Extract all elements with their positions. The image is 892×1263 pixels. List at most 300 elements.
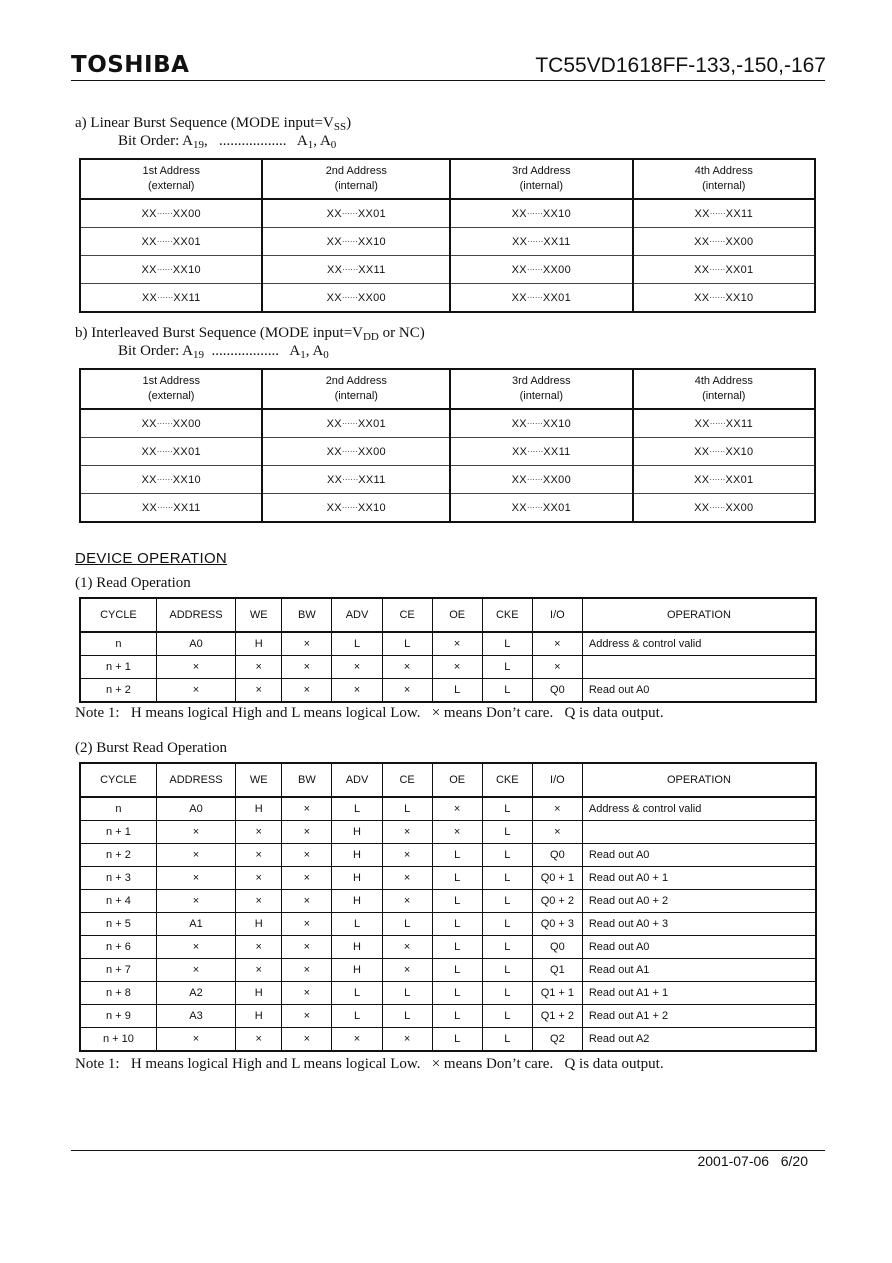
table-cell: × [236, 936, 282, 959]
table-cell: Read out A0 + 1 [582, 867, 816, 890]
table-cell: L [382, 632, 432, 656]
column-header-line1: 4th Address [694, 375, 753, 387]
table-cell: A0 [156, 797, 235, 821]
column-header: CYCLE [80, 763, 156, 797]
table-row [80, 890, 816, 913]
table-cell: × [382, 656, 432, 679]
table-cell: × [156, 656, 235, 679]
address-suffix-prefix: XX [172, 417, 189, 430]
address-cell [262, 409, 450, 438]
table-cell: Q0 + 3 [532, 913, 582, 936]
table-cell: L [332, 797, 382, 821]
table-cell: L [482, 913, 532, 936]
address-suffix-prefix: XX [172, 263, 189, 276]
interleaved-caption: b) Interleaved Burst Sequence (MODE $input=V_{DD}$ or NC) [75, 325, 425, 343]
table-cell: L [432, 982, 482, 1005]
header-rule [71, 80, 825, 81]
address-prefix: XX [141, 263, 157, 276]
address-bits: 01 [188, 445, 201, 458]
address-cell [633, 256, 815, 284]
address-cell [633, 284, 815, 313]
table-cell: × [532, 632, 582, 656]
table-cell: H [236, 797, 282, 821]
table-cell: L [482, 632, 532, 656]
address-suffix-prefix: XX [357, 501, 374, 514]
table-cell: n + 1 [80, 821, 156, 844]
address-bits: 01 [740, 473, 754, 486]
table-cell: × [282, 844, 332, 867]
table-cell: × [156, 679, 235, 703]
table-cell: L [432, 867, 482, 890]
table-cell: L [382, 1005, 432, 1028]
table-cell: × [282, 797, 332, 821]
table-cell: L [482, 844, 532, 867]
address-suffix-prefix: XX [542, 263, 559, 276]
table-cell: × [332, 1028, 382, 1052]
read-op-caption: (1) Read Operation [75, 575, 191, 591]
address-cell [633, 199, 815, 228]
table-cell: A1 [156, 913, 235, 936]
column-header [450, 159, 632, 199]
address-cell [633, 494, 815, 523]
table-cell: × [382, 679, 432, 703]
table-cell: × [282, 982, 332, 1005]
burst-op-caption: (2) Burst Read Operation [75, 740, 228, 756]
table-row [80, 867, 816, 890]
table-cell: × [432, 821, 482, 844]
address-dots: ······ [709, 208, 726, 218]
address-suffix-prefix: XX [172, 207, 189, 220]
read-op-note: Note 1: H means logical High and L means logical Low. × means Don’t care. Q is data output. [75, 705, 664, 721]
table-cell: n + 6 [80, 936, 156, 959]
table-cell: × [432, 656, 482, 679]
table-cell: Address & control valid [582, 632, 816, 656]
address-prefix: XX [694, 207, 710, 220]
address-bits: 00 [558, 473, 572, 486]
section-heading: DEVICE OPERATION [75, 550, 228, 567]
address-cell [80, 409, 262, 438]
address-prefix: XX [141, 235, 157, 248]
table-cell: × [236, 656, 282, 679]
footer-rule [71, 1150, 825, 1151]
address-suffix-prefix: XX [725, 501, 741, 514]
table-cell: n + 1 [80, 656, 156, 679]
table-cell: L [332, 632, 382, 656]
table-cell: × [282, 867, 332, 890]
address-bits: 00 [188, 417, 201, 430]
interleaved-burst-table [79, 368, 816, 523]
table-cell: × [236, 867, 282, 890]
table-cell: L [482, 982, 532, 1005]
address-suffix-prefix: XX [725, 473, 741, 486]
address-prefix: XX [141, 291, 158, 304]
table-cell: × [282, 1028, 332, 1052]
address-cell [262, 199, 450, 228]
address-cell [262, 438, 450, 466]
address-dots: ······ [156, 264, 173, 274]
table-cell: Q0 + 2 [532, 890, 582, 913]
address-bits: 01 [558, 291, 572, 304]
address-cell [80, 256, 262, 284]
column-header: ADV [332, 763, 382, 797]
address-dots: ······ [156, 418, 173, 428]
table-cell: L [332, 913, 382, 936]
table-cell: L [482, 821, 532, 844]
address-suffix-prefix: XX [358, 263, 374, 276]
address-dots: ······ [341, 292, 358, 302]
column-header-line1: 2nd Address [325, 375, 387, 387]
table-cell: L [432, 890, 482, 913]
linear-caption: a) Linear Burst Sequence (MODE $input=V_{SS}$) [75, 115, 352, 133]
address-prefix: XX [326, 501, 342, 514]
table-row [80, 1005, 816, 1028]
address-cell [450, 199, 632, 228]
address-prefix: XX [326, 445, 342, 458]
table-cell: Read out A0 + 3 [582, 913, 816, 936]
table-cell: H [332, 821, 382, 844]
table-cell: × [156, 959, 235, 982]
address-cell [633, 466, 815, 494]
column-header: I/O [532, 763, 582, 797]
table-row [80, 936, 816, 959]
address-dots: ······ [709, 236, 726, 246]
address-prefix: XX [694, 417, 710, 430]
column-header: OE [432, 598, 482, 632]
table-cell: H [236, 982, 282, 1005]
address-prefix: XX [141, 501, 158, 514]
address-prefix: XX [512, 235, 528, 248]
address-dots: ······ [342, 264, 359, 274]
table-cell: L [432, 936, 482, 959]
address-dots: ······ [526, 474, 543, 484]
table-cell: n + 8 [80, 982, 156, 1005]
address-bits: 10 [558, 417, 572, 430]
table-cell: H [332, 890, 382, 913]
column-header-line2: (internal) [702, 180, 746, 192]
address-suffix-prefix: XX [725, 263, 741, 276]
table-cell: L [432, 913, 482, 936]
address-prefix: XX [326, 235, 342, 248]
table-cell: × [432, 632, 482, 656]
address-bits: 01 [188, 235, 201, 248]
address-dots: ······ [526, 292, 543, 302]
table-cell: Read out A1 + 1 [582, 982, 816, 1005]
table-cell: n + 2 [80, 844, 156, 867]
table-cell: × [282, 679, 332, 703]
address-dots: ······ [709, 292, 726, 302]
address-suffix-prefix: XX [357, 445, 374, 458]
address-suffix-prefix: XX [172, 445, 189, 458]
column-header: CKE [482, 598, 532, 632]
table-cell: n [80, 797, 156, 821]
column-header: ADDRESS [156, 598, 235, 632]
address-cell [450, 256, 632, 284]
address-prefix: XX [511, 263, 527, 276]
table-cell: × [282, 1005, 332, 1028]
table-cell: A2 [156, 982, 235, 1005]
address-cell [80, 228, 262, 256]
table-cell: Read out A0 [582, 844, 816, 867]
column-header: CKE [482, 763, 532, 797]
column-header [80, 159, 262, 199]
column-header: BW [282, 598, 332, 632]
table-row [80, 632, 816, 656]
address-bits: 01 [740, 263, 754, 276]
address-suffix-prefix: XX [542, 291, 559, 304]
table-cell: n + 9 [80, 1005, 156, 1028]
column-header: OE [432, 763, 482, 797]
table-cell: n + 7 [80, 959, 156, 982]
table-cell [582, 656, 816, 679]
address-bits: 10 [740, 291, 754, 304]
table-cell: H [236, 913, 282, 936]
address-suffix-prefix: XX [542, 207, 559, 220]
address-bits: 11 [188, 501, 201, 514]
address-suffix-prefix: XX [725, 291, 741, 304]
table-cell [582, 821, 816, 844]
address-prefix: XX [141, 473, 157, 486]
address-prefix: XX [141, 445, 157, 458]
table-cell: × [332, 679, 382, 703]
table-cell: × [532, 821, 582, 844]
column-header-line1: 2nd Address [325, 165, 387, 177]
table-cell: L [482, 959, 532, 982]
column-header-line1: 4th Address [694, 165, 753, 177]
address-prefix: XX [326, 207, 342, 220]
address-suffix-prefix: XX [543, 445, 559, 458]
table-cell: L [482, 936, 532, 959]
table-cell: L [432, 1028, 482, 1052]
table-header-row [80, 369, 815, 409]
address-dots: ······ [156, 474, 173, 484]
address-dots: ······ [341, 208, 358, 218]
address-cell [80, 199, 262, 228]
table-cell: L [382, 982, 432, 1005]
table-cell: × [382, 867, 432, 890]
table-cell: × [156, 936, 235, 959]
table-cell: × [156, 821, 235, 844]
table-row [80, 844, 816, 867]
address-prefix: XX [694, 501, 710, 514]
table-cell: L [432, 1005, 482, 1028]
table-cell: H [332, 844, 382, 867]
address-prefix: XX [694, 291, 710, 304]
table-header-row [80, 159, 815, 199]
address-bits: 11 [373, 263, 386, 276]
address-suffix-prefix: XX [543, 235, 559, 248]
address-bits: 10 [188, 263, 201, 276]
brand-logo: TOSHIBA [71, 52, 190, 78]
table-cell: Read out A0 [582, 679, 816, 703]
table-cell: Q0 [532, 844, 582, 867]
table-cell: × [156, 1028, 235, 1052]
column-header: CE [382, 763, 432, 797]
interleaved-bit-order: Bit Order: $A_{19}$ .................. $A_1$, $A_0$ [118, 343, 329, 361]
address-suffix-prefix: XX [357, 235, 374, 248]
column-header: CYCLE [80, 598, 156, 632]
address-bits: 11 [188, 291, 201, 304]
table-header-row [80, 598, 816, 632]
address-prefix: XX [694, 263, 710, 276]
column-header-line1: 1st Address [142, 165, 200, 177]
address-cell [80, 438, 262, 466]
address-dots: ······ [157, 502, 174, 512]
address-cell [633, 228, 815, 256]
address-dots: ······ [341, 418, 358, 428]
table-cell: × [332, 656, 382, 679]
column-header [633, 369, 815, 409]
address-prefix: XX [694, 473, 710, 486]
table-cell: L [482, 1005, 532, 1028]
address-bits: 00 [740, 235, 754, 248]
table-cell: × [382, 821, 432, 844]
column-header: WE [236, 598, 282, 632]
table-cell: L [332, 982, 382, 1005]
table-cell: H [332, 867, 382, 890]
address-bits: 01 [558, 501, 572, 514]
table-cell: H [236, 1005, 282, 1028]
table-cell: Q1 + 2 [532, 1005, 582, 1028]
table-cell: Read out A2 [582, 1028, 816, 1052]
table-cell: L [432, 679, 482, 703]
column-header: I/O [532, 598, 582, 632]
table-cell: × [156, 890, 235, 913]
table-cell: × [382, 890, 432, 913]
address-bits: 11 [373, 473, 386, 486]
address-dots: ······ [526, 418, 543, 428]
table-cell: × [532, 797, 582, 821]
address-suffix-prefix: XX [542, 417, 559, 430]
address-bits: 10 [558, 207, 572, 220]
table-header-row [80, 763, 816, 797]
table-cell: × [282, 656, 332, 679]
table-row [80, 494, 815, 523]
table-row [80, 959, 816, 982]
table-row [80, 982, 816, 1005]
table-cell: A0 [156, 632, 235, 656]
table-row [80, 199, 815, 228]
burst-operation-table [79, 762, 817, 1052]
column-header: ADV [332, 598, 382, 632]
table-cell: A3 [156, 1005, 235, 1028]
address-dots: ······ [709, 474, 726, 484]
address-prefix: XX [694, 235, 710, 248]
column-header-line2: (external) [147, 390, 195, 402]
column-header: OPERATION [582, 598, 816, 632]
address-prefix: XX [511, 417, 527, 430]
address-cell [80, 284, 262, 313]
address-prefix: XX [326, 473, 343, 486]
table-cell: H [332, 959, 382, 982]
address-suffix-prefix: XX [725, 445, 741, 458]
address-prefix: XX [326, 417, 342, 430]
table-cell: Address & control valid [582, 797, 816, 821]
table-cell: × [382, 936, 432, 959]
address-suffix-prefix: XX [725, 235, 741, 248]
column-header: CE [382, 598, 432, 632]
footer-date-page: 2001-07-06 6/20 [697, 1153, 808, 1169]
address-suffix-prefix: XX [357, 207, 374, 220]
address-prefix: XX [511, 473, 527, 486]
table-cell: L [482, 890, 532, 913]
table-cell: × [236, 821, 282, 844]
address-dots: ······ [341, 236, 358, 246]
address-bits: 11 [558, 235, 571, 248]
table-row [80, 228, 815, 256]
burst-op-note: Note 1: H means logical High and L means logical Low. × means Don’t care. Q is data output. [75, 1056, 664, 1072]
address-cell [450, 438, 632, 466]
table-cell: × [282, 632, 332, 656]
address-suffix-prefix: XX [358, 473, 374, 486]
address-bits: 00 [558, 263, 572, 276]
address-bits: 01 [373, 417, 386, 430]
address-bits: 00 [740, 501, 754, 514]
table-cell: Read out A1 + 2 [582, 1005, 816, 1028]
read-operation-table [79, 597, 817, 703]
table-cell: Read out A0 + 2 [582, 890, 816, 913]
table-row [80, 679, 816, 703]
table-cell: n + 2 [80, 679, 156, 703]
address-suffix-prefix: XX [542, 501, 559, 514]
address-cell [262, 284, 450, 313]
address-bits: 00 [373, 291, 386, 304]
column-header: ADDRESS [156, 763, 235, 797]
address-bits: 11 [741, 207, 754, 220]
address-cell [262, 494, 450, 523]
column-header [262, 369, 450, 409]
address-bits: 01 [373, 207, 386, 220]
address-bits: 10 [188, 473, 201, 486]
address-dots: ······ [156, 446, 173, 456]
table-cell: Q0 [532, 679, 582, 703]
address-dots: ······ [526, 208, 543, 218]
table-cell: n + 3 [80, 867, 156, 890]
table-cell: Q2 [532, 1028, 582, 1052]
address-dots: ······ [341, 446, 358, 456]
column-header-line2: (internal) [519, 180, 564, 192]
column-header-line2: (internal) [519, 390, 564, 402]
address-dots: ······ [527, 236, 544, 246]
table-cell: × [432, 797, 482, 821]
column-header-line2: (internal) [334, 180, 378, 192]
address-cell [262, 466, 450, 494]
table-row [80, 913, 816, 936]
address-bits: 10 [373, 235, 386, 248]
column-header [450, 369, 632, 409]
address-suffix-prefix: XX [357, 291, 374, 304]
column-header-line2: (internal) [334, 390, 378, 402]
address-bits: 11 [741, 417, 754, 430]
table-row [80, 438, 815, 466]
part-number: TC55VD1618FF-133,-150,-167 [535, 54, 826, 77]
address-dots: ······ [341, 502, 358, 512]
table-cell: × [236, 844, 282, 867]
address-suffix-prefix: XX [542, 473, 559, 486]
table-cell: × [282, 936, 332, 959]
address-suffix-prefix: XX [173, 501, 189, 514]
table-cell: × [282, 959, 332, 982]
table-row [80, 1028, 816, 1052]
column-header [633, 159, 815, 199]
address-prefix: XX [511, 291, 527, 304]
table-cell: L [482, 656, 532, 679]
column-header: BW [282, 763, 332, 797]
address-prefix: XX [694, 445, 710, 458]
table-row [80, 409, 815, 438]
address-dots: ······ [709, 264, 726, 274]
table-cell: × [236, 1028, 282, 1052]
address-dots: ······ [709, 418, 726, 428]
